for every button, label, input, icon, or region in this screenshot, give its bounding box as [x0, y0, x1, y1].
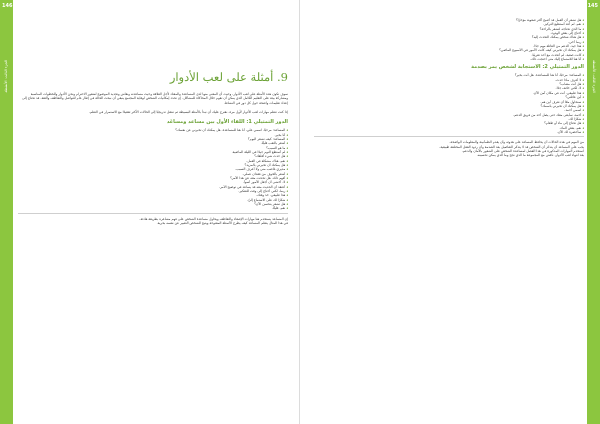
right-page-number: 145: [587, 3, 598, 9]
text-line: ◂ أشعر بالخوف من فقدان عملي.: [18, 172, 288, 176]
text-line: ◂ هل تحتاج إلى ماء أو طعام؟: [314, 121, 584, 125]
text-line: ◂ ما الذي تحتاجه لتشعر بالراحة؟: [314, 27, 584, 31]
intro-paragraph: سوف تكون هذه الأمثلة على لعب الأدوار، وحيث أن المعنى منها لدى المساعدة والمعتاد لأجل العلاقة وحيث مساعدته ونقاش وتحديد الموضوع لشعور الاحترام ونحن الأدوار وللخطوات المناسبة ومشاركة بيئة على التعليم الكامل الذي يمكن أن تقوم خلال المحاكاة للمشاكل. إن تحدد إمكانيات الشخص لوقاية المجتمع ينبغي أن نبحث الحالة في إطار عام للتواصل والتعاطف والثقة. قد تحتاج إلى إعداد تعليمات واضحة حول كل دور في النشاط.: [22, 92, 288, 105]
left-side-label: الجزء الثالث: الأنشطة: [4, 60, 8, 93]
text-line: ◂ هل يمكنك أن تخبرني كيف كانت الأمور في الأسبوع الماضي؟: [314, 48, 584, 52]
right-side-label: الجزء الثالث: الأنشطة: [592, 60, 596, 93]
text-line: ◂ أنا هنا للاستماع إليك متى احتجت ذلك.: [314, 57, 584, 61]
section-heading-2: الدور التمثيلي 2: الاستجابة لشخص يمر بصدمة: [471, 64, 584, 71]
text-line: ◂ أنا بخير.: [18, 133, 288, 137]
text-line: ◂ أحتاج إلى بعض الهدوء.: [314, 31, 584, 35]
text-line: استخدم المهارات المذكورة في هذا الفصل لمساعدة الشخص على الشعور بالأمان والدعم.: [461, 148, 584, 153]
text-line: ◂ نعم، قليلًا.: [18, 206, 288, 210]
text-line: ◂ أين عائلتي؟: [314, 95, 584, 99]
left-page-number: 146: [2, 3, 13, 9]
text-line: ◂ هل أنت مصاب؟: [314, 82, 584, 86]
right-page: [300, 0, 600, 424]
text-line: ◂ ربما، لكني أحتاج إلى وقت للتفكير.: [18, 189, 288, 193]
notes-list-1: [18, 217, 288, 226]
text-line: ◂ هذا جيد. الدعم من العائلة مهم جدًا.: [314, 44, 584, 48]
text-line: ◂ شكرًا لك على الاستماع إليّ.: [18, 198, 288, 202]
text-line: ◂ المساعد: مرحبًا. اسمي علي، أنا هنا للمساعدة. هل يمكنك أن تخبرني عن نفسك؟: [18, 128, 288, 132]
text-line: ◂ أعتقد أن الحديث معه قد يساعد في توضيح الأمر.: [18, 185, 288, 189]
text-line: ◂ كانت صعبة. لم أتحدث مع أحد تقريبًا.: [314, 53, 584, 57]
text-line: ◂ أفهم ذلك. هل تحدثت معه عن هذا الأمر؟: [18, 176, 288, 180]
section-heading-1: الدور التمثيلي 1: اللقاء الأول بين مساعد ومساعَد: [166, 119, 288, 126]
text-line: ◂ أشعر بالتعب قليلًا.: [18, 141, 288, 145]
text-line: ◂ شكرًا لك.: [314, 117, 584, 121]
divider: [18, 213, 288, 214]
text-line: ◂ سأحضره لك الآن.: [314, 130, 584, 134]
text-line: إن المساعد يستخدم هنا مهارات الإصغاء والتعاطف ويحاول مساعدة الشخص على فهم مشاعره بطريقة هادئة.: [139, 216, 288, 221]
right-content: [314, 18, 584, 158]
dialogue-list-2: [314, 73, 584, 134]
text-line: ◂ المساعد: مرحبًا، أنا هنا للمساعدة. هل أنت بخير؟: [314, 73, 584, 77]
text-line: من المهم في هذه الحالات أن يحافظ المساعد على هدوئه وأن يقدم الطمأنينة والمعلومات الواضحة.: [449, 140, 584, 145]
text-line: في هذا المثال يتعلم المساعد كيف يطرح الأسئلة المفتوحة ويتيح للشخص التعبير عن نفسه بحرية.: [156, 221, 288, 226]
text-line: ◂ أحمد، سأبقى معك حتى يصل أحد من فريق الدعم.: [314, 113, 584, 117]
divider: [314, 136, 584, 137]
text-line: ◂ لا أعرف ماذا حدث.: [314, 78, 584, 82]
text-line: ◂ ربما أخي.: [314, 40, 584, 44]
intro-paragraph-2: إذا كنت تتعلم مهارات لعب الأدوار لأول مرة، نقترح عليك أن تبدأ بالأمثلة البسيطة ثم تنتقل تدريجيًا إلى الحالات الأكثر تعقيدًا مع الاستمرار في التعلم.: [88, 109, 288, 114]
text-line: ◂ نعم، بعض الماء.: [314, 126, 584, 130]
text-line: ◂ هل يمكنك أن تخبرني باسمك؟: [314, 104, 584, 108]
text-line: ◂ هل هناك شخص يمكنك التحدث إليه؟: [314, 35, 584, 39]
text-line: ◂ اسمي أحمد.: [314, 108, 584, 112]
text-line: ◂ هل تشعر بتحسن الآن؟: [18, 202, 288, 206]
text-line: يجب على المساعد أن يتذكر أن الشخص قد لا يتذكر التفاصيل بعد الصدمة وأن ردود الفعل المختلفة طبيعية.: [439, 144, 584, 149]
text-line: ◂ سنحاول معًا أن نعرف أين هم.: [314, 100, 584, 104]
notes-list-2: [314, 140, 584, 157]
text-line: ◂ لم أستطع النوم جيدًا في الليلة الماضية.: [18, 150, 288, 154]
text-line: ◂ نعم، لم أعد أستطيع التركيز.: [314, 22, 584, 26]
text-line: ◂ لا، لكني خائف جدًا.: [314, 86, 584, 90]
dialogue-list-1: [18, 128, 288, 211]
chapter-title: 9. أمثلة على لعب الأدوار: [169, 70, 288, 84]
text-line: ◂ هذا طبيعي. أنت في مكان آمن الآن.: [314, 91, 584, 95]
text-line: بعد انتهاء لعب الأدوار، ناقش مع المجموعة ما الذي نجح وما الذي يمكن تحسينه.: [476, 153, 584, 158]
text-line: ◂ هل تشعر أن العمل قد أصبح أكثر صعوبة مؤخرًا؟: [314, 18, 584, 22]
dialogue-list-continued: [314, 18, 584, 61]
text-line: ◂ هل حدث شيء أقلقك؟: [18, 154, 288, 158]
text-line: ◂ هل يمكنك أن تخبرني بالمزيد؟: [18, 163, 288, 167]
text-line: ◂ نعم، هناك مشكلة في العمل.: [18, 159, 288, 163]
text-line: ◂ هذا طبيعي. خذ وقتك.: [18, 193, 288, 197]
left-content: [18, 18, 288, 225]
text-line: ◂ المساعد: كيف تشعر اليوم؟: [18, 137, 288, 141]
text-line: ◂ ما هو السبب؟: [18, 146, 288, 150]
text-line: ◂ مديري غاضب مني ولا أعرف السبب.: [18, 167, 288, 171]
text-line: ◂ لا، أخشى أن أجعل الأمور أسوأ.: [18, 180, 288, 184]
